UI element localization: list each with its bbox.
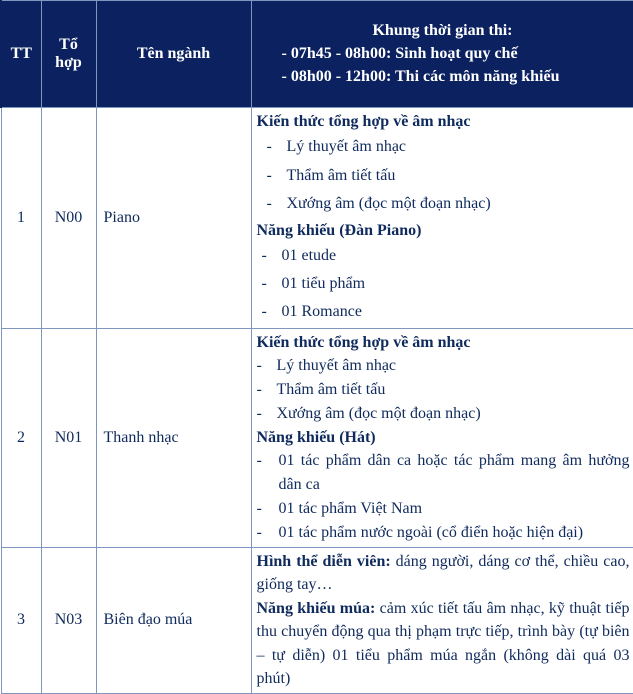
row-detail [251, 547, 633, 693]
list-item: - 01 tác phẩm dân ca hoặc tác phẩm mang âm hưởng dân ca [257, 449, 630, 497]
row-code: N03 [41, 547, 96, 693]
header-to-hop-line2: hợp [42, 54, 96, 72]
list-item: - Thẩm âm tiết tấu [257, 162, 630, 191]
row-name: Biên đạo múa [96, 547, 251, 693]
section-title: Năng khiếu (Đàn Piano) [257, 219, 630, 242]
list-item: - 01 etude [257, 242, 630, 270]
section-title: Năng khiếu (Hát) [257, 426, 630, 449]
row-tt: 2 [1, 328, 41, 547]
section-title: Kiến thức tổng hợp về âm nhạc [257, 110, 630, 133]
list-item: - 01 tiểu phẩm [257, 270, 630, 298]
header-tt: TT [1, 1, 41, 108]
list-item: - Xướng âm (đọc một đoạn nhạc) [257, 402, 630, 426]
paragraph-label: Hình thể diễn viên: [257, 553, 391, 570]
row-name: Thanh nhạc [96, 328, 251, 547]
row-detail [251, 108, 633, 329]
header-to-hop-line1: Tổ [42, 36, 96, 54]
paragraph-hinh-the: Hình thể diễn viên: dáng người, dáng cơ thể, chiều cao, giống tay… [257, 550, 630, 597]
list-item: - Lý thuyết âm nhạc [257, 133, 630, 162]
list-item: - Lý thuyết âm nhạc [257, 354, 630, 378]
list-item: - Thẩm âm tiết tấu [257, 378, 630, 402]
list-item: - 01 Romance [257, 298, 630, 326]
schedule-line: - 08h00 - 12h00: Thi các môn năng khiếu [252, 65, 633, 88]
table-row [1, 328, 633, 547]
list-item: - 01 tác phẩm nước ngoài (cổ điển hoặc hiện đại) [257, 521, 630, 545]
header-ten-nganh: Tên ngành [96, 1, 251, 108]
table-row [1, 547, 633, 693]
header-schedule [251, 1, 633, 108]
row-detail [251, 328, 633, 547]
paragraph-label: Năng khiếu múa: [257, 600, 376, 617]
section-title: Kiến thức tổng hợp về âm nhạc [257, 331, 630, 354]
schedule-title: Khung thời gian thi: [252, 20, 633, 42]
schedule-line: - 07h45 - 08h00: Sinh hoạt quy chế [252, 42, 633, 65]
table-row [1, 108, 633, 329]
header-to-hop [41, 1, 96, 108]
row-tt: 3 [1, 547, 41, 693]
list-item: - Xướng âm (đọc một đoạn nhạc) [257, 190, 630, 219]
table-header [1, 1, 633, 108]
row-code: N00 [41, 108, 96, 329]
row-code: N01 [41, 328, 96, 547]
list-item: - 01 tác phẩm Việt Nam [257, 497, 630, 521]
row-name: Piano [96, 108, 251, 329]
paragraph-nang-khieu: Năng khiếu múa: cảm xúc tiết tấu âm nhạc, kỹ thuật tiếp thu chuyển động qua thị phạm trực tiếp, trình bày (tự biên – tự diễn) 01 tiểu phẩm múa ngắn (không dài quá 03 phút) [257, 597, 630, 691]
row-tt: 1 [1, 108, 41, 329]
